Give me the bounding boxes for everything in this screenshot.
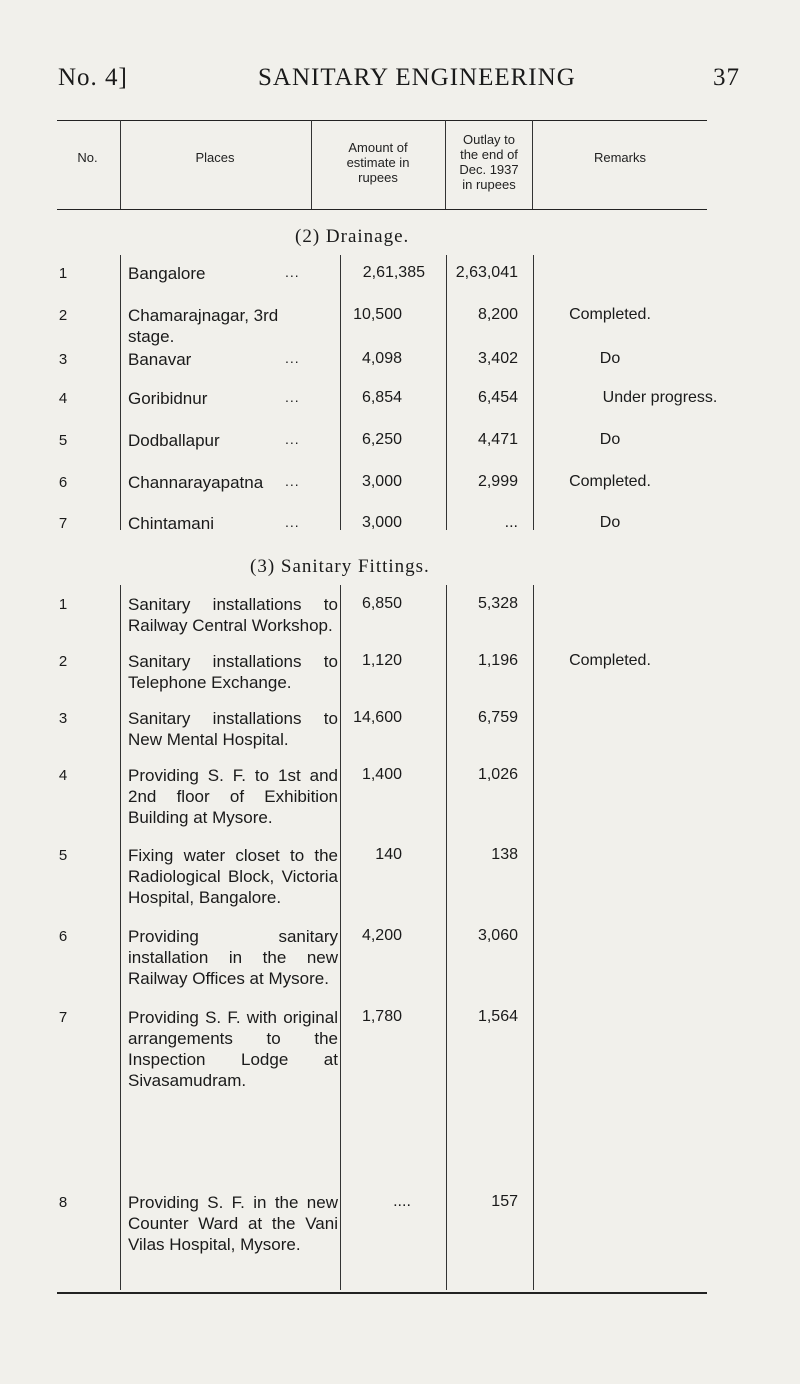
place-name: Goribidnur: [128, 389, 208, 408]
place-name: Providing S. F. with original arrangements to the Inspection Lodge at Sivasamudram.: [128, 1008, 338, 1090]
remarks: Do: [599, 514, 621, 531]
place-name: Providing sanitary installation in the new Railway Offices at Mysore.: [128, 927, 338, 988]
row-number: 7: [58, 1009, 68, 1026]
body-divider-4a: [533, 255, 534, 530]
estimate-amount: 2,61,385: [362, 264, 425, 281]
outlay-amount: 2,63,041: [455, 264, 518, 281]
estimate-amount: 6,854: [361, 389, 402, 406]
estimate-amount: 4,200: [361, 927, 402, 944]
row-number: 6: [58, 474, 68, 491]
remarks: Do: [599, 431, 621, 448]
place-name: Sanitary installations to New Mental Hospital.: [128, 709, 338, 749]
estimate-amount: 6,850: [361, 595, 402, 612]
header-title: SANITARY ENGINEERING: [258, 64, 576, 91]
col-head-amount: Amount of estimate in rupees: [346, 140, 410, 185]
col-divider-2: [311, 120, 312, 209]
leader-dots: ...: [285, 264, 300, 280]
outlay-amount: 5,328: [477, 595, 518, 612]
row-number: 7: [58, 515, 68, 532]
outlay-amount: 6,454: [477, 389, 518, 406]
estimate-amount: ....: [393, 1193, 411, 1210]
remarks: Under progress.: [602, 389, 718, 406]
col-head-outlay: Outlay to the end of Dec. 1937 in rupees: [459, 132, 519, 192]
row-number: 2: [58, 653, 68, 670]
section-title-sanitary-fittings: (3) Sanitary Fittings.: [250, 556, 430, 577]
leader-dots: ...: [285, 350, 300, 366]
outlay-amount: ...: [504, 514, 518, 531]
estimate-amount: 3,000: [361, 514, 402, 531]
outlay-amount: 1,026: [477, 766, 518, 783]
col-head-remarks: Remarks: [593, 150, 646, 165]
estimate-amount: 6,250: [361, 431, 402, 448]
body-divider-1b: [120, 585, 121, 1290]
leader-dots: ...: [285, 431, 300, 447]
row-number: 2: [58, 307, 68, 324]
estimate-amount: 3,000: [361, 473, 402, 490]
estimate-amount: 14,600: [353, 709, 402, 726]
place-name: Banavar: [128, 350, 192, 369]
place-name: Sanitary installations to Telephone Exchange.: [128, 652, 338, 692]
estimate-amount: 1,780: [361, 1008, 402, 1025]
remarks-completed: Completed.: [569, 652, 651, 669]
col-head-places: Places: [195, 150, 235, 165]
row-number: 6: [58, 928, 68, 945]
place-name: Channarayapatna: [128, 473, 264, 492]
row-number: 1: [58, 596, 68, 613]
col-divider-4: [532, 120, 533, 209]
row-number: 1: [58, 265, 68, 282]
row-number: 3: [58, 351, 68, 368]
outlay-amount: 1,196: [477, 652, 518, 669]
row-number: 5: [58, 847, 68, 864]
place-name: Chintamani: [128, 514, 214, 533]
outlay-amount: 8,200: [477, 306, 518, 323]
remarks: Do: [599, 350, 621, 367]
row-number: 8: [58, 1194, 68, 1211]
remarks: Completed.: [569, 306, 651, 323]
place-name: Chamarajnagar, 3rd stage.: [128, 306, 279, 346]
row-number: 5: [58, 432, 68, 449]
outlay-amount: 3,060: [477, 927, 518, 944]
col-divider-3: [445, 120, 446, 209]
table-bottom-rule: [57, 1292, 707, 1294]
col-divider-1: [120, 120, 121, 209]
estimate-amount: 10,500: [353, 306, 402, 323]
section-title-drainage: (2) Drainage.: [295, 226, 410, 247]
estimate-amount: 1,400: [361, 766, 402, 783]
estimate-amount: 1,120: [361, 652, 402, 669]
outlay-amount: 2,999: [477, 473, 518, 490]
table-top-rule: [57, 120, 707, 121]
estimate-amount: 140: [375, 846, 402, 863]
place-name: Providing S. F. to 1st and 2nd floor of Exhibition Building at Mysore.: [128, 766, 338, 827]
header-bottom-rule: [57, 209, 707, 210]
place-name: Providing S. F. in the new Counter Ward at the Vani Vilas Hospital, Mysore.: [128, 1193, 338, 1254]
row-number: 3: [58, 710, 68, 727]
body-divider-4b: [533, 585, 534, 1290]
row-number: 4: [58, 767, 68, 784]
outlay-amount: 138: [491, 846, 518, 863]
outlay-amount: 4,471: [477, 431, 518, 448]
outlay-amount: 3,402: [477, 350, 518, 367]
body-divider-1a: [120, 255, 121, 530]
header-section-number: No. 4]: [58, 64, 128, 91]
outlay-amount: 157: [491, 1193, 518, 1210]
place-name: Fixing water closet to the Radiological Block, Victoria Hospital, Bangalore.: [128, 846, 338, 907]
outlay-amount: 1,564: [477, 1008, 518, 1025]
leader-dots: ...: [285, 514, 300, 530]
estimate-amount: 4,098: [361, 350, 402, 367]
place-name: Bangalore: [128, 264, 206, 283]
place-name: Dodballapur: [128, 431, 220, 450]
leader-dots: ...: [285, 389, 300, 405]
place-name: Sanitary installations to Railway Central Workshop.: [128, 595, 338, 635]
row-number: 4: [58, 390, 68, 407]
outlay-amount: 6,759: [477, 709, 518, 726]
remarks: Completed.: [569, 473, 651, 490]
leader-dots: ...: [285, 473, 300, 489]
col-head-no: No.: [77, 150, 98, 165]
page-number: 37: [713, 64, 740, 91]
